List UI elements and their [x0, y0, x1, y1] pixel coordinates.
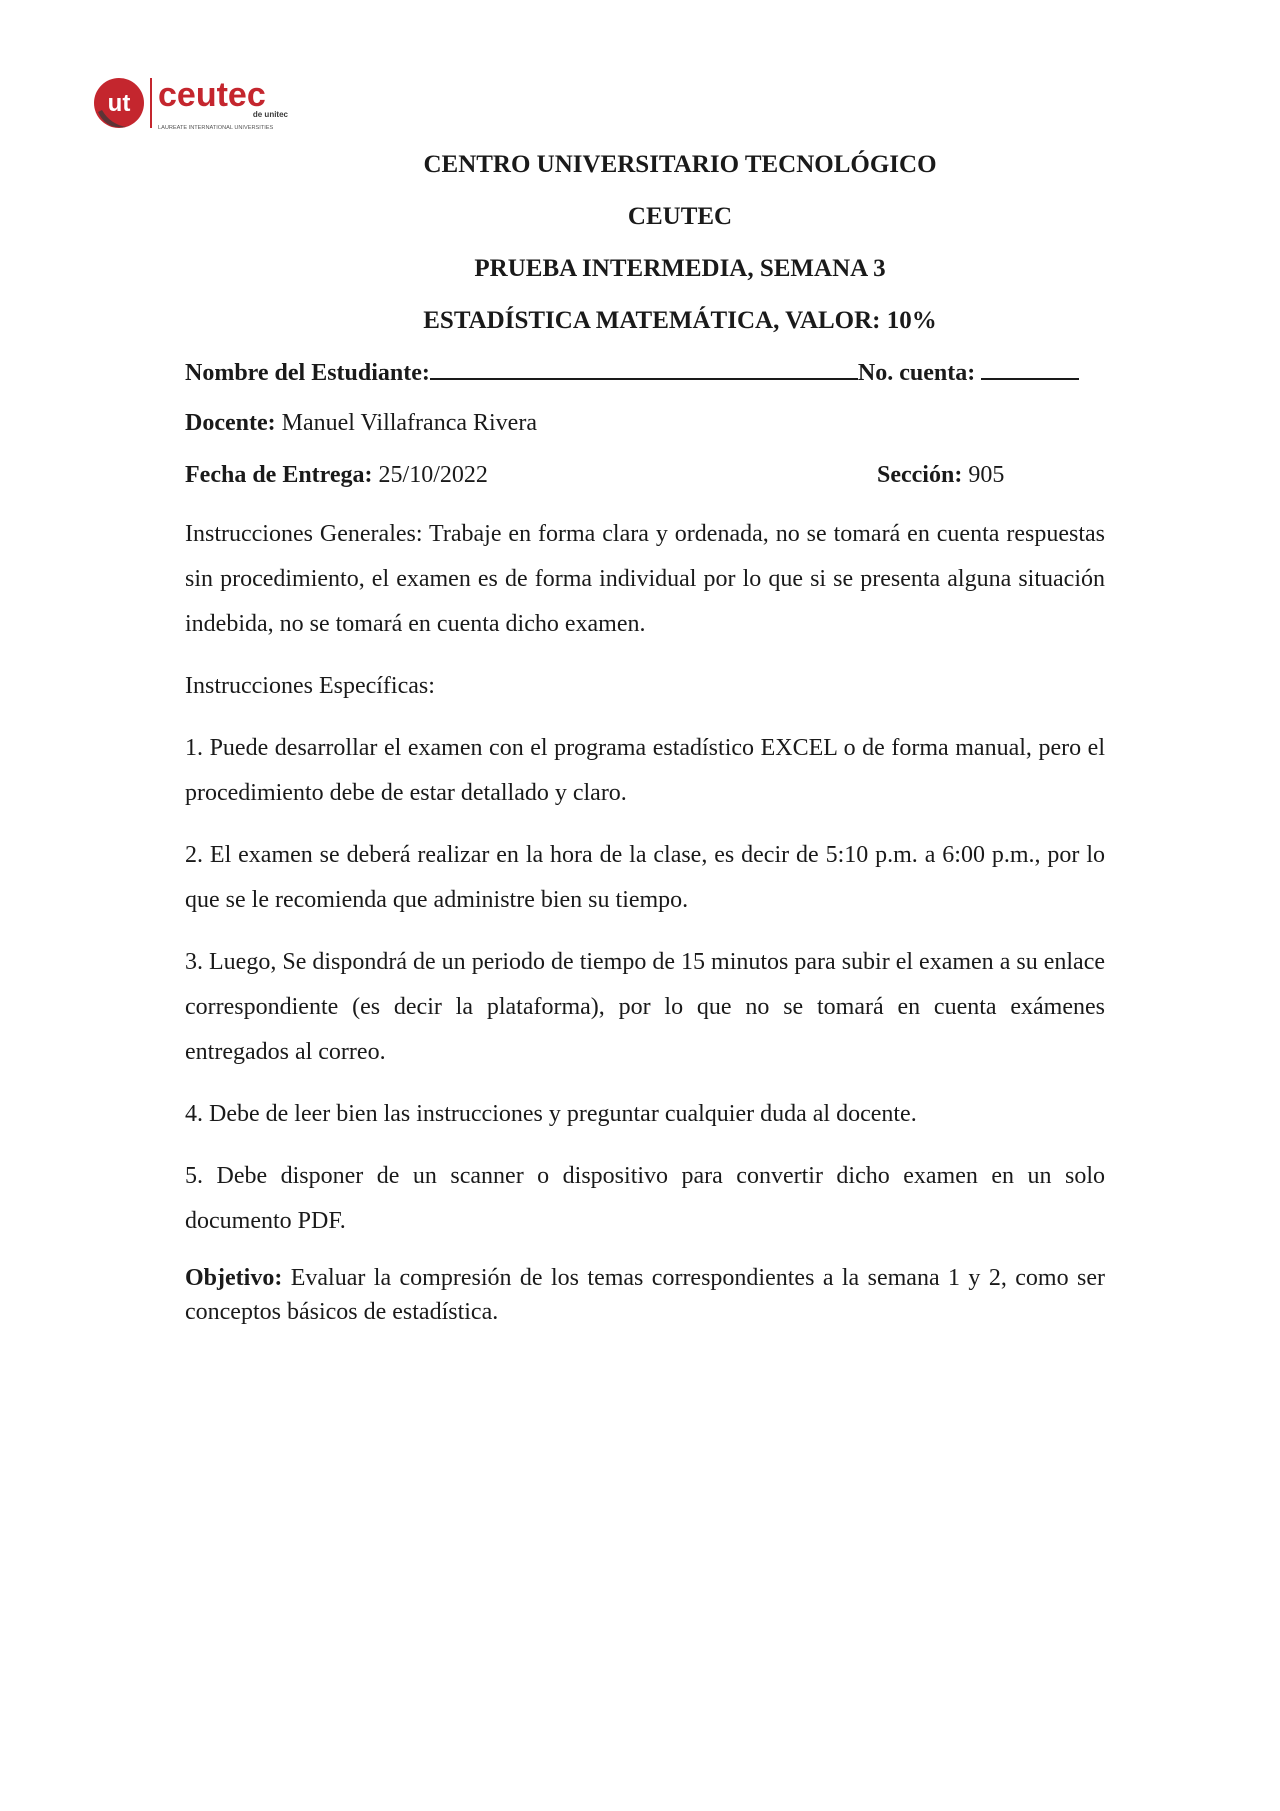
- instruction-item-2: 2. El examen se deberá realizar en la hora de la clase, es decir de 5:10 p.m. a 6:00 p.m., por lo que se le recomienda que administre bien su tiempo.: [185, 842, 1105, 913]
- section-value: 905: [968, 462, 1005, 488]
- account-blank[interactable]: [981, 356, 1079, 380]
- logo-badge-text: ut: [107, 90, 131, 117]
- date-label: Fecha de Entrega:: [185, 462, 373, 488]
- student-name-label: Nombre del Estudiante:: [185, 360, 430, 386]
- institution-acronym: CEUTEC: [627, 203, 733, 230]
- document-header: [0, 150, 1280, 358]
- account-label: No. cuenta:: [857, 360, 976, 386]
- teacher-value: Manuel Villafranca Rivera: [281, 410, 537, 436]
- logo-tagline: LAUREATE INTERNATIONAL UNIVERSITIES: [158, 125, 274, 131]
- section-label: Sección:: [877, 462, 963, 488]
- institution-title: CENTRO UNIVERSITARIO TECNOLÓGICO: [423, 151, 937, 178]
- specific-instructions-title: Instrucciones Específicas:: [185, 673, 435, 699]
- date-value: 25/10/2022: [378, 462, 488, 488]
- ceutec-logo: [92, 72, 292, 134]
- course-title: ESTADÍSTICA MATEMÁTICA, VALOR: 10%: [423, 307, 937, 334]
- teacher-label: Docente:: [185, 410, 276, 436]
- instruction-item-4: 4. Debe de leer bien las instrucciones y preguntar cualquier duda al docente.: [185, 1101, 917, 1127]
- section-field: [877, 460, 1004, 490]
- document-body: [185, 356, 1105, 1346]
- student-name-blank[interactable]: [430, 356, 858, 380]
- instruction-item-3: 3. Luego, Se dispondrá de un periodo de tiempo de 15 minutos para subir el examen a su enlace correspondiente (es decir la plataforma), por lo que no se tomará en cuenta exámenes entregados al correo.: [185, 949, 1105, 1065]
- instruction-item-1: 1. Puede desarrollar el examen con el programa estadístico EXCEL o de forma manual, pero el procedimiento debe de estar detallado y claro.: [185, 735, 1105, 806]
- logo-brand-text: ceutec: [158, 76, 266, 114]
- teacher-row: [185, 408, 1105, 460]
- logo-sub-text: de unitec: [252, 110, 288, 119]
- exam-title: PRUEBA INTERMEDIA, SEMANA 3: [474, 255, 886, 282]
- general-instructions: Instrucciones Generales: Trabaje en forma clara y ordenada, no se tomará en cuenta respuestas sin procedimiento, el examen es de forma individual por lo que si se presenta alguna situación indebida, no se tomará en cuenta dicho examen.: [185, 521, 1105, 637]
- objective-text: Evaluar la compresión de los temas correspondientes a la semana 1 y 2, como ser conceptos básicos de estadística.: [185, 1265, 1105, 1325]
- instruction-item-5: 5. Debe disponer de un scanner o dispositivo para convertir dicho examen en un solo documento PDF.: [185, 1163, 1105, 1234]
- date-section-row: [185, 460, 1105, 512]
- objective-label: Objetivo:: [185, 1265, 283, 1291]
- student-row: [185, 356, 1105, 408]
- objective: [185, 1261, 1105, 1329]
